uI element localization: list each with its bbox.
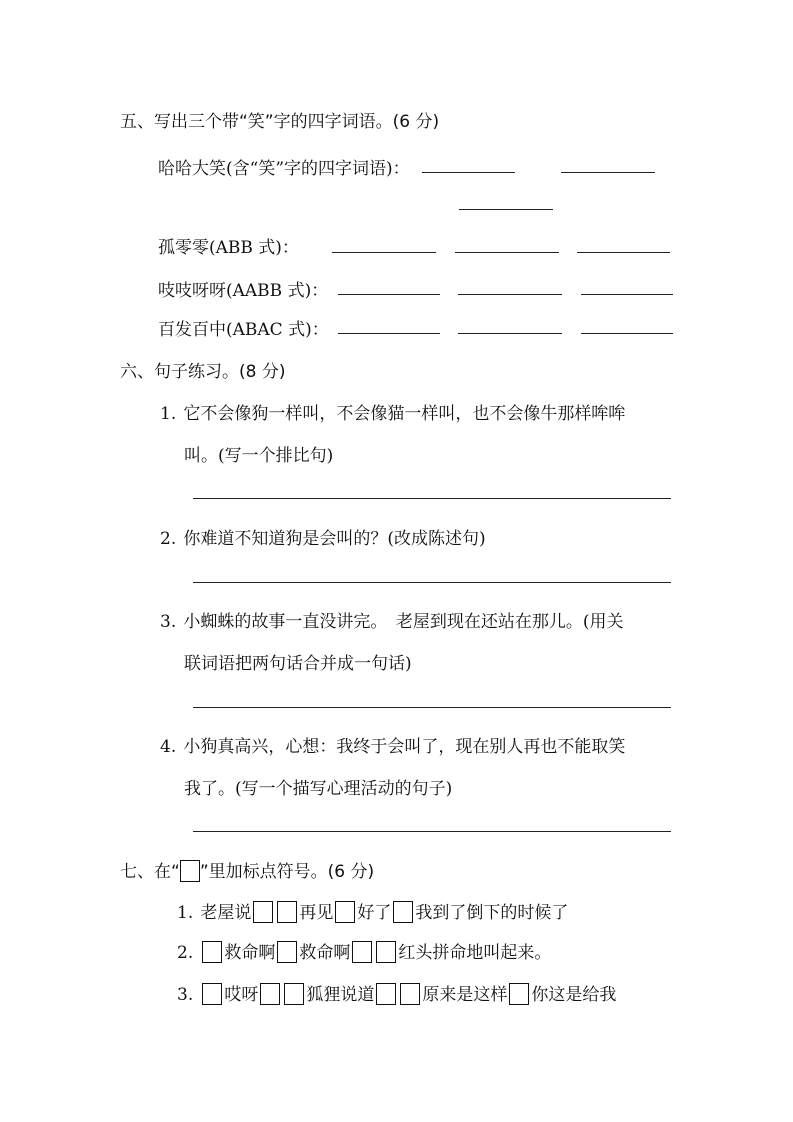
sentence-item-4	[160, 732, 625, 757]
section7-title-a: 七、在“	[120, 862, 180, 882]
item-number: 3.	[177, 985, 194, 1005]
item-number: 3.	[160, 612, 177, 632]
punctuation-item-2	[177, 938, 551, 963]
answer-blank[interactable]	[581, 294, 673, 295]
punctuation-box[interactable]	[393, 901, 413, 923]
section5-row-1-label: 哈哈大笑(含“笑”字的四字词语)：	[158, 159, 410, 179]
section7-title-b: ”里加标点符号。(6 分)	[199, 862, 375, 882]
item-part: 原来是这样	[422, 985, 508, 1005]
item-text-line1: 小蜘蛛的故事一直没讲完。 老屋到现在还站在那儿。(用关	[183, 612, 624, 632]
item-part: 老屋说	[200, 903, 252, 923]
answer-line[interactable]	[193, 707, 671, 708]
item-text-line1: 你难道不知道狗是会叫的？(改成陈述句)	[183, 529, 486, 549]
answer-blank[interactable]	[561, 172, 655, 173]
punctuation-box[interactable]	[352, 941, 372, 963]
section5-row-2-label: 孤零零(ABB 式)：	[158, 238, 299, 258]
item-number: 1.	[177, 903, 194, 923]
punctuation-box[interactable]	[335, 901, 355, 923]
punctuation-box-sample	[180, 860, 200, 882]
item-part: 再见	[299, 903, 334, 923]
answer-blank[interactable]	[338, 333, 440, 334]
section7-title	[120, 857, 374, 882]
sentence-item-2	[160, 524, 486, 549]
item-part: 哎呀	[224, 985, 259, 1005]
item-number: 2.	[177, 943, 194, 963]
item-part: 红头拼命地叫起来。	[398, 943, 552, 963]
item-number: 2.	[160, 529, 177, 549]
item-part: 我到了倒下的时候了	[415, 903, 569, 923]
answer-blank[interactable]	[581, 333, 673, 334]
item-text-line1: 小狗真高兴，心想：我终于会叫了，现在别人再也不能取笑	[183, 737, 626, 757]
punctuation-box[interactable]	[277, 901, 297, 923]
punctuation-box[interactable]	[253, 901, 273, 923]
sentence-item-3	[160, 607, 624, 632]
item-part: 你这是给我	[531, 985, 617, 1005]
section6-title: 六、句子练习。(8 分)	[120, 362, 286, 382]
answer-blank[interactable]	[458, 333, 562, 334]
answer-blank[interactable]	[459, 209, 553, 210]
item-text-line2: 我了。(写一个描写心理活动的句子)	[184, 779, 453, 799]
item-part: 好了	[357, 903, 392, 923]
answer-line[interactable]	[193, 831, 671, 832]
item-number: 4.	[160, 737, 177, 757]
punctuation-box[interactable]	[376, 941, 396, 963]
sentence-item-1	[160, 399, 625, 424]
item-text-line1: 它不会像狗一样叫，不会像猫一样叫，也不会像牛那样哞哞	[183, 404, 626, 424]
answer-line[interactable]	[193, 498, 671, 499]
item-part: 狐狸说道	[306, 985, 375, 1005]
punctuation-box[interactable]	[202, 983, 222, 1005]
item-text-line2: 联词语把两句话合并成一句话)	[184, 654, 412, 674]
answer-blank[interactable]	[577, 252, 670, 253]
punctuation-box[interactable]	[260, 983, 280, 1005]
answer-blank[interactable]	[422, 172, 515, 173]
item-text-line2: 叫。(写一个排比句)	[184, 446, 334, 466]
section5-row-4-label: 百发百中(ABAC 式)：	[158, 320, 329, 340]
punctuation-box[interactable]	[509, 983, 529, 1005]
section5-title: 五、写出三个带“笑”字的四字词语。(6 分)	[120, 112, 440, 132]
answer-blank[interactable]	[338, 294, 440, 295]
answer-blank[interactable]	[458, 294, 562, 295]
punctuation-box[interactable]	[284, 983, 304, 1005]
punctuation-item-1	[177, 898, 568, 923]
answer-blank[interactable]	[455, 252, 559, 253]
punctuation-box[interactable]	[202, 941, 222, 963]
answer-line[interactable]	[193, 582, 671, 583]
item-part: 救命啊	[299, 943, 351, 963]
punctuation-item-3	[177, 980, 616, 1005]
item-number: 1.	[160, 404, 177, 424]
punctuation-box[interactable]	[400, 983, 420, 1005]
item-part: 救命啊	[224, 943, 276, 963]
section5-row-3-label: 吱吱呀呀(AABB 式)：	[158, 281, 329, 301]
punctuation-box[interactable]	[376, 983, 396, 1005]
punctuation-box[interactable]	[277, 941, 297, 963]
answer-blank[interactable]	[332, 252, 436, 253]
